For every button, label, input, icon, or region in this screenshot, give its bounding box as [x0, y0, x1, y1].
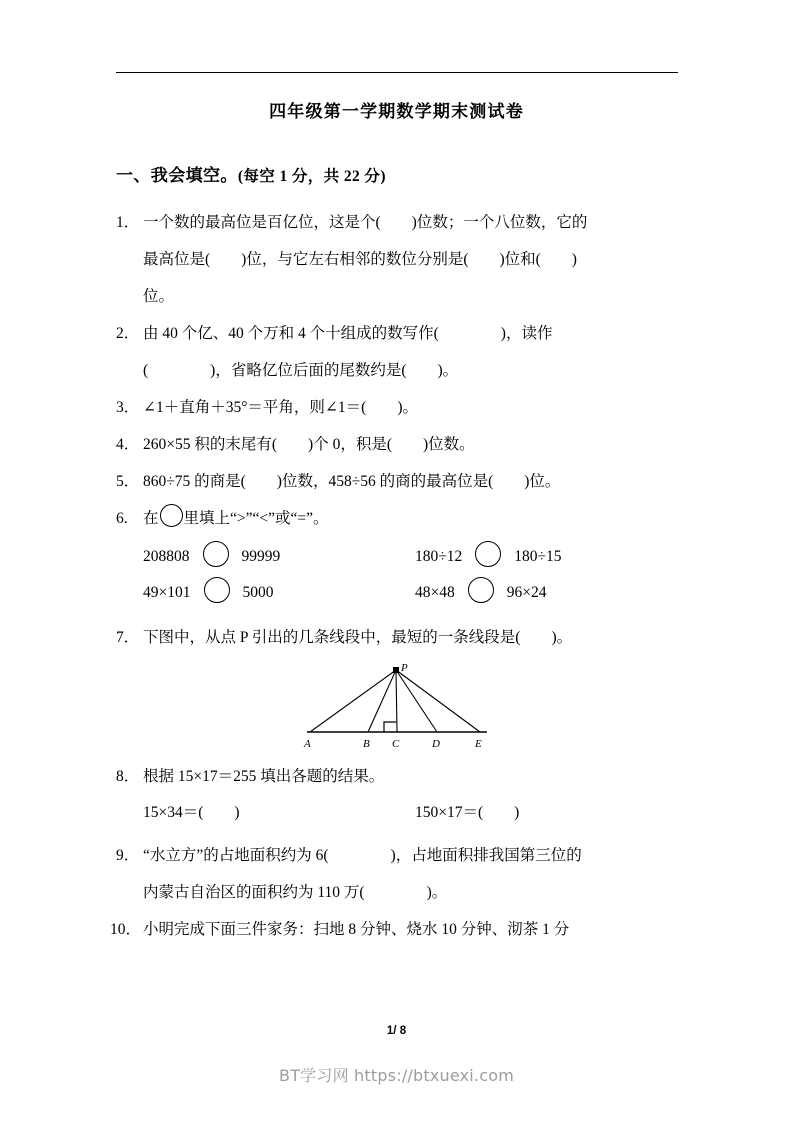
answer-expression: 150×17＝( ) [415, 804, 520, 821]
question-item [116, 463, 686, 500]
question-list [110, 204, 686, 948]
question-body [143, 758, 686, 795]
header-divider [116, 72, 678, 73]
comparison-circle-icon[interactable] [204, 577, 230, 603]
question-number: 9． [116, 847, 140, 864]
question-number: 5． [116, 473, 140, 490]
comparison-pair [143, 580, 415, 606]
question-number: 4． [116, 436, 140, 453]
section-heading-label: 一、我会填空。 [116, 166, 238, 185]
question-number: 3． [116, 399, 140, 416]
question-item [116, 758, 686, 831]
comparison-right-value: 99999 [241, 548, 281, 565]
question-item [116, 500, 686, 611]
page-indicator: 1/ 8 [386, 1025, 407, 1037]
comparison-row [143, 575, 686, 611]
question-item [116, 389, 686, 426]
comparison-pair [143, 544, 415, 570]
question-number: 6. [116, 510, 128, 527]
question-line: 260×55 积的末尾有( )个 0，积是( )位数。 [143, 436, 475, 453]
geometry-figure [116, 660, 686, 752]
answer-expression: 15×34＝( ) [143, 804, 240, 821]
q6-prompt-suffix: 里填上“>”“<”或“=”。 [183, 510, 329, 527]
question-line: “水立方”的占地面积约为 6( )，占地面积排我国第三位的 [143, 847, 582, 864]
question-line: 一个数的最高位是百亿位，这是个( )位数；一个八位数，它的 [143, 214, 588, 231]
question-body [143, 837, 686, 911]
figure-label-E: E [475, 738, 482, 750]
question-item [116, 426, 686, 463]
question-body [143, 463, 686, 500]
question-number: 7． [116, 629, 140, 646]
question-line: ( )，省略亿位后面的尾数约是( )。 [143, 362, 459, 379]
comparison-right-value: 5000 [242, 584, 274, 601]
question-item [116, 315, 686, 389]
question-line: 由 40 个亿、40 个万和 4 个十组成的数写作( )，读作 [143, 325, 553, 342]
question-item [116, 619, 686, 752]
comparison-right-value: 180÷15 [514, 548, 562, 565]
question-body [143, 619, 686, 656]
question-item [116, 837, 686, 911]
q6-prompt-prefix: 在 [143, 510, 159, 527]
question-line: 最高位是( )位，与它左右相邻的数位分别是( )位和( ) [143, 251, 577, 268]
question-body [143, 315, 686, 389]
comparison-pair [415, 580, 547, 606]
question-number: 2． [116, 325, 140, 342]
question-line: 860÷75 的商是( )位数，458÷56 的商的最高位是( )位。 [143, 473, 561, 490]
question-line: 位。 [143, 288, 175, 305]
figure-label-A: A [304, 738, 311, 750]
comparison-right-value: 96×24 [506, 584, 547, 601]
figure-label-D: D [432, 738, 440, 750]
question-body [143, 500, 686, 537]
figure-svg [116, 660, 686, 752]
question-line: 小明完成下面三件家务：扫地 8 分钟、烧水 10 分钟、沏茶 1 分 [143, 921, 570, 938]
figure-label-P: P [401, 662, 408, 674]
question-line: 内蒙古自治区的面积约为 110 万( )。 [143, 884, 448, 901]
comparison-pair [415, 544, 562, 570]
question-line: 根据 15×17＝255 填出各题的结果。 [143, 768, 385, 785]
comparison-left-value: 49×101 [143, 584, 191, 601]
section-heading-points: (每空 1 分，共 22 分) [237, 168, 386, 185]
question-number: 10． [110, 921, 142, 938]
question-item [116, 204, 686, 315]
question-body [143, 204, 686, 315]
comparison-circle-icon[interactable] [160, 504, 183, 527]
figure-label-B: B [363, 738, 370, 750]
question-number: 1． [116, 214, 140, 231]
comparison-grid [143, 539, 686, 611]
answer-row [143, 795, 686, 831]
question-item [110, 911, 686, 948]
section-heading [116, 161, 386, 186]
comparison-left-value: 208808 [143, 548, 190, 565]
question-body [143, 911, 686, 948]
question-line: ∠1＋直角＋35°＝平角，则∠1＝( )。 [143, 399, 418, 416]
question-number: 8． [116, 768, 140, 785]
question-body [143, 389, 686, 426]
question-body [143, 426, 686, 463]
comparison-left-value: 180÷12 [415, 548, 463, 565]
question-line: 下图中，从点 P 引出的几条线段中，最短的一条线段是( )。 [143, 629, 573, 646]
comparison-circle-icon[interactable] [468, 577, 494, 603]
comparison-left-value: 48×48 [415, 584, 455, 601]
figure-label-C: C [392, 738, 400, 750]
comparison-circle-icon[interactable] [203, 541, 229, 567]
comparison-row [143, 539, 686, 575]
page-title: 四年级第一学期数学期末测试卷 [269, 102, 524, 122]
watermark: BT学习网 https://btxuexi.com [279, 1066, 514, 1085]
comparison-circle-icon[interactable] [475, 541, 501, 567]
question-line [143, 500, 686, 537]
